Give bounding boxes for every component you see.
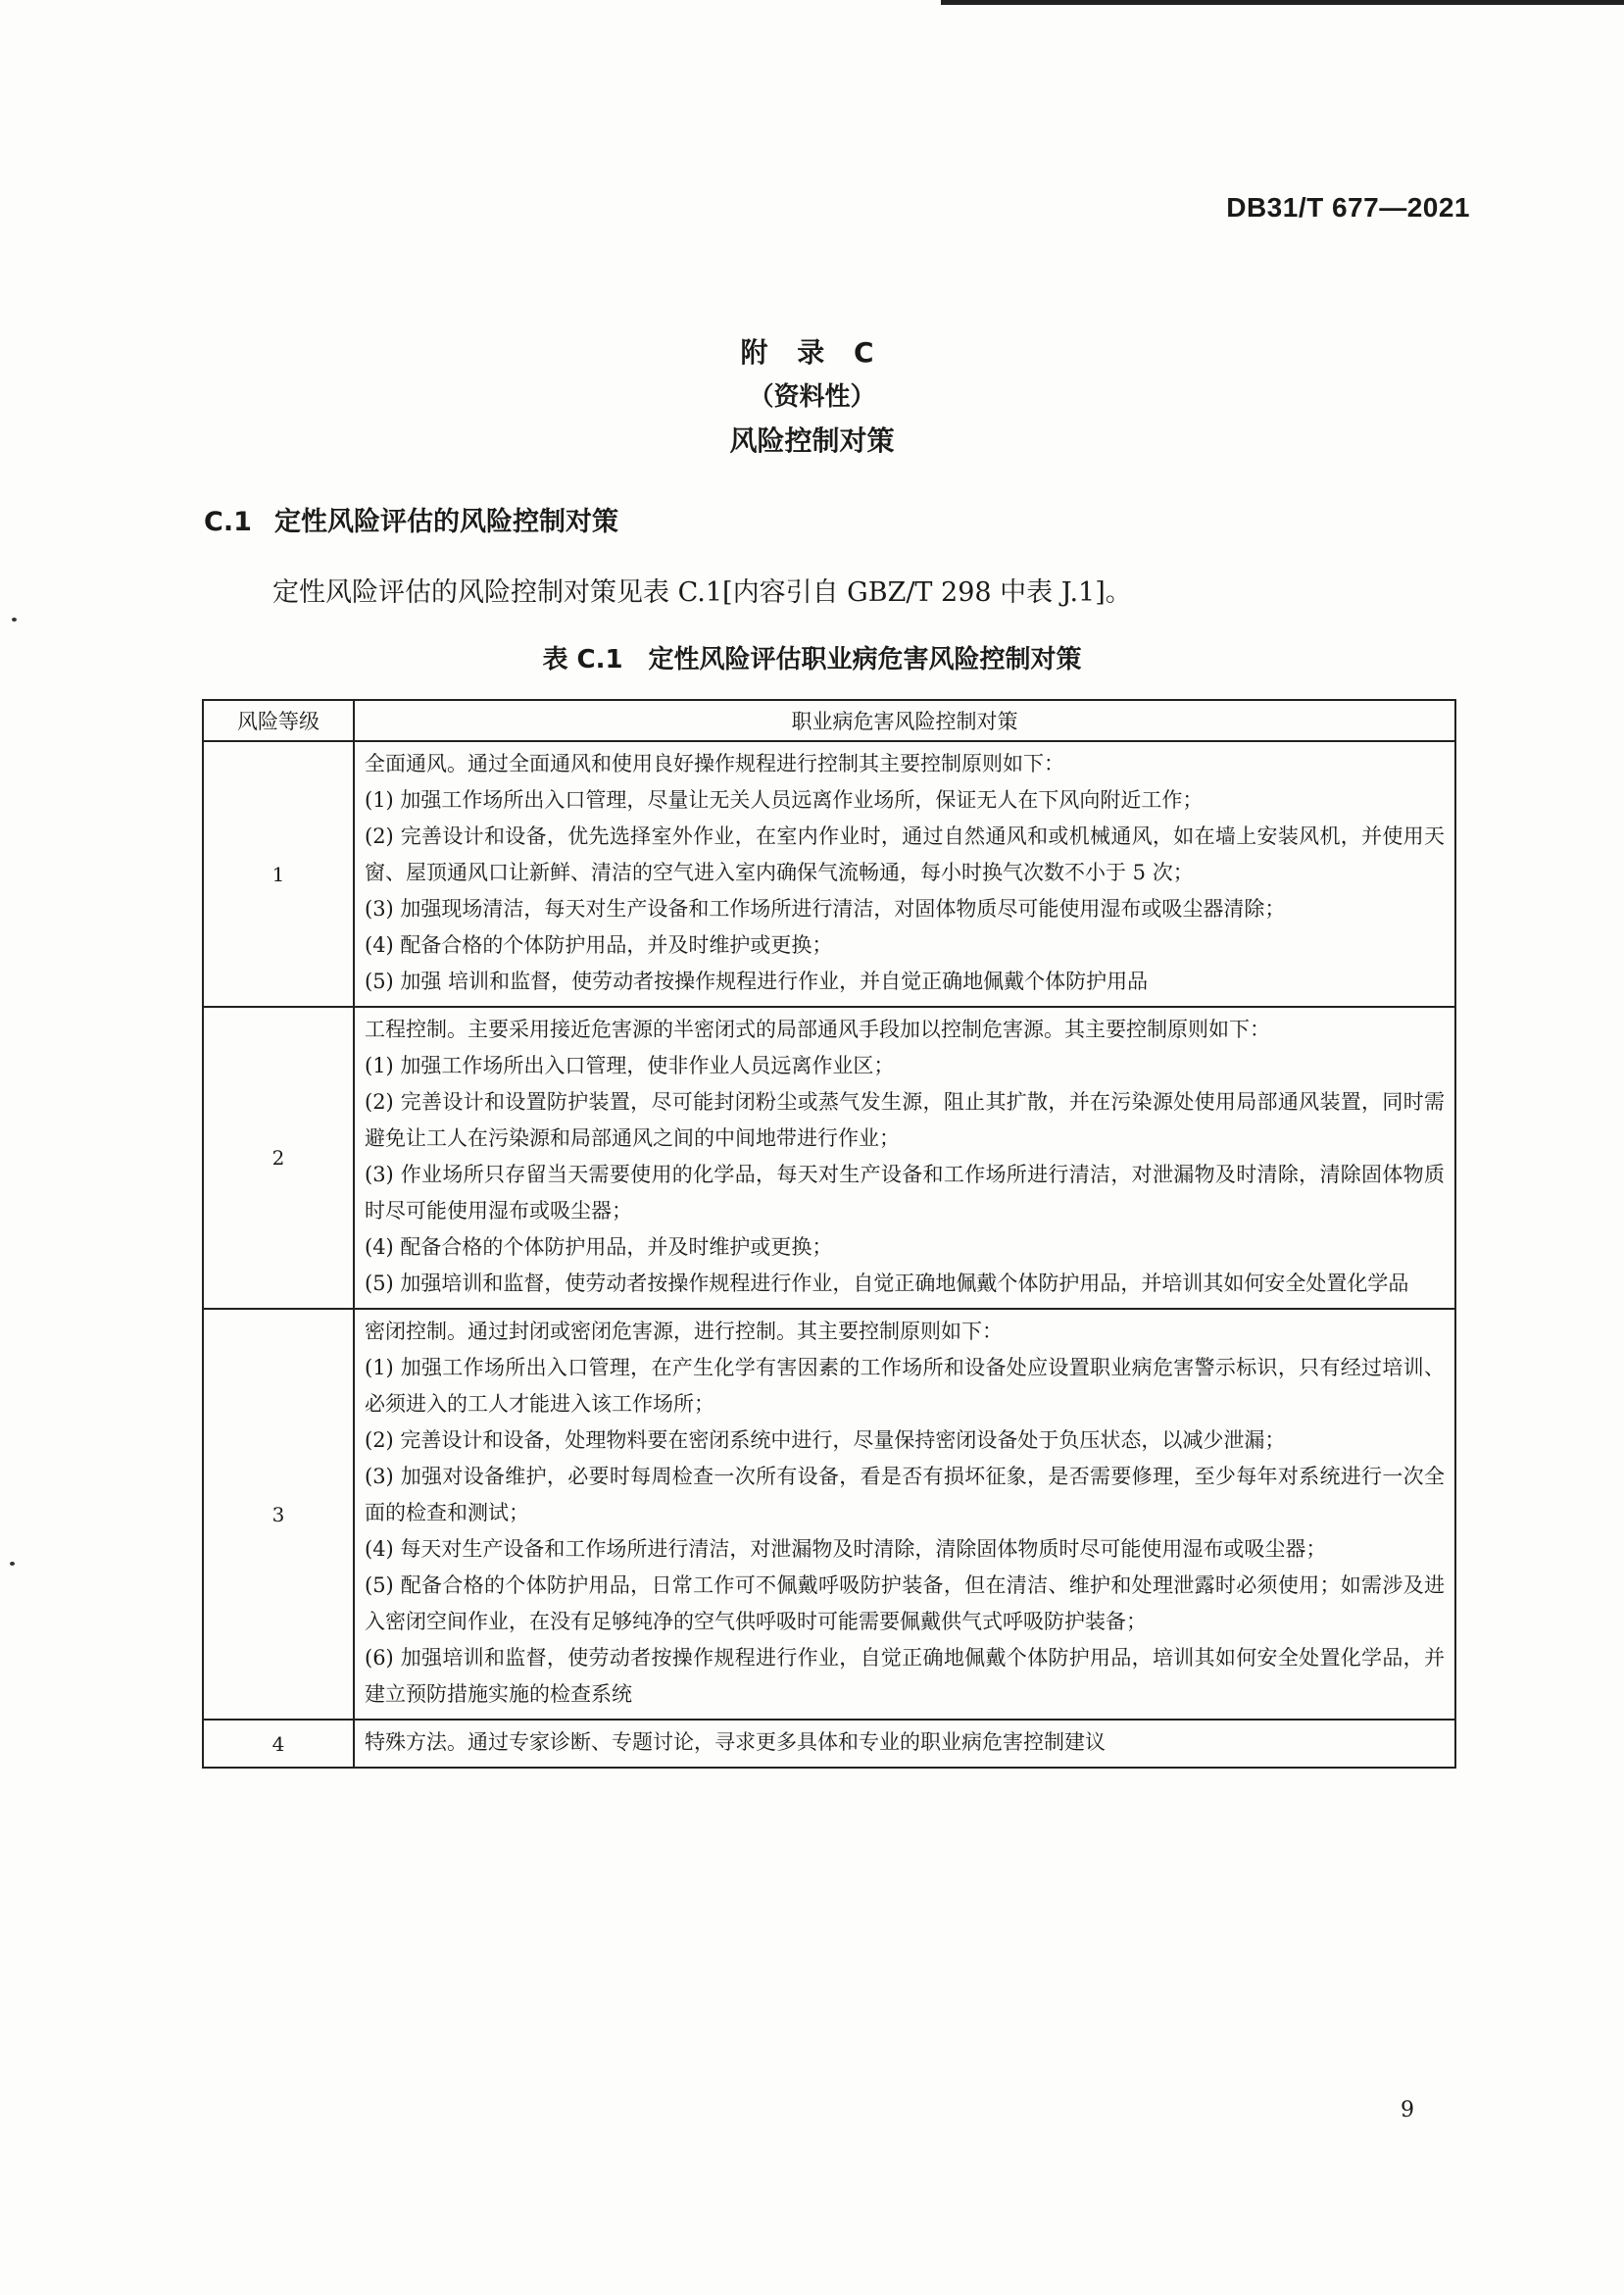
table-row [203,1007,1455,1309]
table-caption [0,639,1624,675]
control-measures-cell [354,1007,1455,1309]
header-risk-level: 风险等级 [203,700,354,741]
intro-paragraph: 定性风险评估的风险控制对策见表 C.1[内容引自 GBZ/T 298 中表 J.1]。 [272,577,1132,608]
measure-line: (1) 加强工作场所出入口管理，尽量让无关人员远离作业场所，保证无人在下风向附近工作； [365,788,1204,812]
section-title: 定性风险评估的风险控制对策 [274,507,618,537]
risk-level-cell: 3 [203,1309,354,1720]
risk-level-cell: 1 [203,741,354,1007]
measure-line: (3) 作业场所只存留当天需要使用的化学品，每天对生产设备和工作场所进行清洁，对泄漏物及时清除，清除固体物质时尽可能使用湿布或吸尘器； [365,1163,1445,1222]
risk-control-table [202,699,1456,1769]
section-heading [204,500,618,538]
measure-line: (6) 加强培训和监督，使劳动者按操作规程进行作业，自觉正确地佩戴个体防护用品，培训其如何安全处置化学品，并建立预防措施实施的检查系统 [365,1646,1445,1706]
table-row [203,741,1455,1007]
measure-line: (4) 配备合格的个体防护用品，并及时维护或更换； [365,1235,833,1259]
appendix-title: 风险控制对策 [729,424,895,457]
page-number: 9 [1401,2098,1414,2122]
measure-line: (4) 配备合格的个体防护用品，并及时维护或更换； [365,933,833,957]
header-control-measures: 职业病危害风险控制对策 [354,700,1455,741]
measure-line: 工程控制。主要采用接近危害源的半密闭式的局部通风手段加以控制危害源。其主要控制原则如下： [365,1018,1270,1041]
measure-line: (2) 完善设计和设备，处理物料要在密闭系统中进行，尽量保持密闭设备处于负压状态，以减少泄漏； [365,1428,1286,1452]
measure-line: (1) 加强工作场所出入口管理，使非作业人员远离作业区； [365,1054,895,1077]
measure-line: (3) 加强现场清洁，每天对生产设备和工作场所进行清洁，对固体物质尽可能使用湿布或吸尘器清除； [365,897,1286,921]
table-header-row [203,700,1455,741]
scan-speck [12,618,17,622]
risk-level-cell: 4 [203,1720,354,1768]
measure-line: (2) 完善设计和设备，优先选择室外作业，在室内作业时，通过自然通风和或机械通风，如在墙上安装风机，并使用天窗、屋顶通风口让新鲜、清洁的空气进入室内确保气流畅通，每小时换气次数不小于 5 次； [365,824,1445,884]
appendix-label: 附 录 C [740,336,884,369]
table-number: 表 C.1 [542,645,623,674]
measure-line: (5) 加强 培训和监督，使劳动者按操作规程进行作业，并自觉正确地佩戴个体防护用品 [365,970,1149,993]
measure-line: 密闭控制。通过封闭或密闭危害源，进行控制。其主要控制原则如下： [365,1320,1003,1343]
control-measures-cell [354,1309,1455,1720]
measure-line: (2) 完善设计和设置防护装置，尽可能封闭粉尘或蒸气发生源，阻止其扩散，并在污染源处使用局部通风装置，同时需避免让工人在污染源和局部通风之间的中间地带进行作业； [365,1090,1445,1150]
document-id: DB31/T 677—2021 [1226,192,1470,223]
section-number: C.1 [204,507,252,537]
measure-line: (4) 每天对生产设备和工作场所进行清洁，对泄漏物及时清除，清除固体物质时尽可能使用湿布或吸尘器； [365,1537,1327,1561]
top-border-line [941,0,1624,5]
measure-line: (3) 加强对设备维护，必要时每周检查一次所有设备，看是否有损坏征象，是否需要修理，至少每年对系统进行一次全面的检查和测试； [365,1465,1445,1524]
control-measures-cell [354,1720,1455,1768]
table-row [203,1309,1455,1720]
appendix-note: （资料性） [748,382,876,412]
measure-line: (5) 加强培训和监督，使劳动者按操作规程进行作业，自觉正确地佩戴个体防护用品，并培训其如何安全处置化学品 [365,1272,1409,1295]
table-title: 定性风险评估职业病危害风险控制对策 [648,645,1082,674]
control-measures-cell [354,741,1455,1007]
risk-level-cell: 2 [203,1007,354,1309]
measure-line: 全面通风。通过全面通风和使用良好操作规程进行控制其主要控制原则如下： [365,752,1064,775]
table-row [203,1720,1455,1768]
measure-line: (1) 加强工作场所出入口管理，在产生化学有害因素的工作场所和设备处应设置职业病危害警示标识，只有经过培训、必须进入的工人才能进入该工作场所； [365,1356,1445,1416]
measure-line: (5) 配备合格的个体防护用品，日常工作可不佩戴呼吸防护装备，但在清洁、维护和处理泄露时必须使用；如需涉及进入密闭空间作业，在没有足够纯净的空气供呼吸时可能需要佩戴供气式呼吸防护装备； [365,1573,1445,1633]
scan-speck [10,1562,15,1566]
measure-line: 特殊方法。通过专家诊断、专题讨论，寻求更多具体和专业的职业病危害控制建议 [365,1730,1106,1754]
